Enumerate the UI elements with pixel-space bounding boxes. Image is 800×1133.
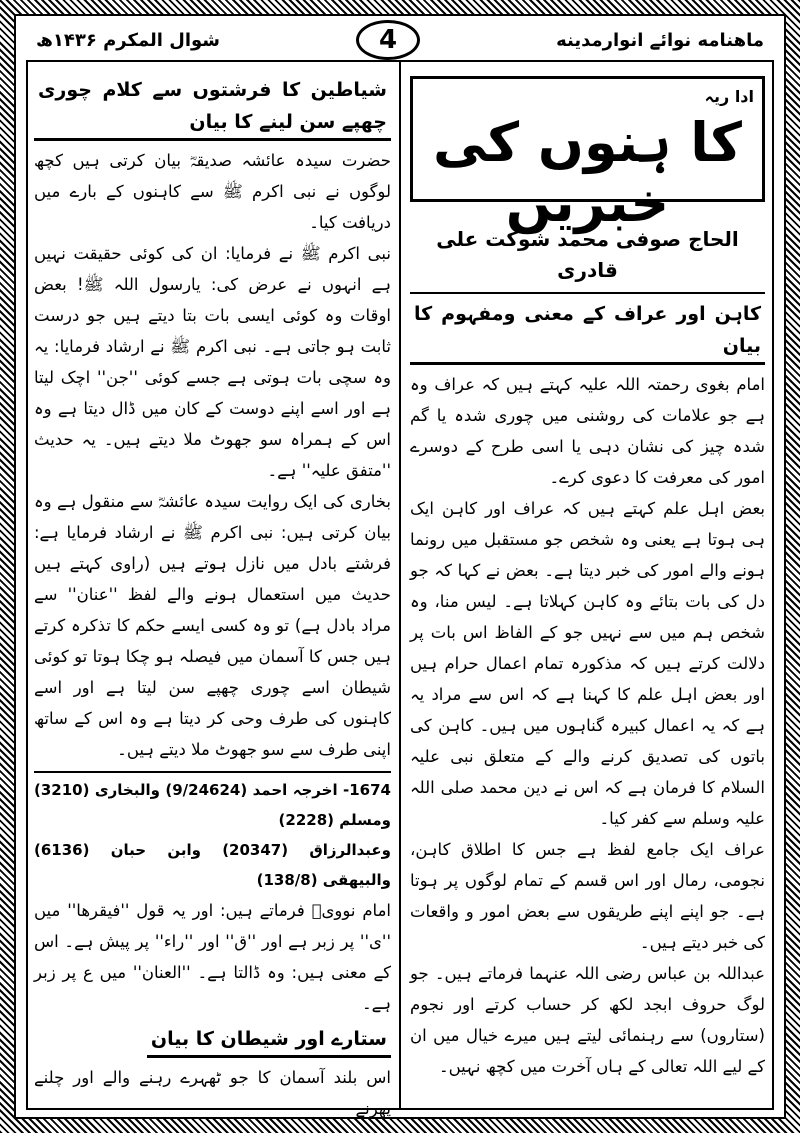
paragraph: امام بغوی رحمتہ اللہ علیہ کہتے ہیں کہ عراف وہ ہے جو علامات کی روشنی میں چوری شدہ یا گم شدہ چیز کی نشان دہی یا اسی طرح کے دوسرے امور کی معرفت کا دعوی کرے۔ xyxy=(410,375,765,487)
left-column xyxy=(34,70,391,1124)
paragraph: اس بلند آسمان کا جو ٹھہرے رہنے والے اور چلنے پھرنے xyxy=(34,1068,391,1118)
paragraph: حضرت سیدہ عائشہ صدیقہؓ بیان کرتی ہیں کچھ لوگوں نے نبی اکرم ﷺ سے کاہنوں کے بارے میں دریافت کیا۔ xyxy=(34,151,391,232)
paragraph: بعض اہل علم کہتے ہیں کہ عراف اور کاہن ایک ہی ہوتا ہے یعنی وہ شخص جو مستقبل میں رونما ہونے والے امور کی خبر دیتا ہے۔ بعض نے کہا کہ جو دل کی بات بتائے وہ کاہن کہلاتا ہے۔ لیس منا، وہ شخص ہم میں سے نہیں جو کے الفاظ اس بات پر دلالت کرتے ہیں کہ مذکورہ تمام اعمال حرام ہیں اور بعض اہل علم کا کہنا ہے کہ اس سے مراد یہ ہے کہ یہ اعمال کبیرہ گناہوں میں ہیں۔ کاہن کی باتوں کی تصدیق کرنے والے کے متعلق نبی علیہ السلام کا فرمان ہے کہ اس نے دین محمد صلی اللہ علیہ وسلم سے کفر کیا۔ xyxy=(410,499,765,828)
page-header xyxy=(26,20,774,60)
paragraph: عبداللہ بن عباس رضی اللہ عنہما فرماتے ہیں۔ جو لوگ حروف ابجد لکھ کر حساب کرتے اور نجوم (ستاروں) سے رہنمائی لیتے ہیں میرے خیال میں ان کے لیے اللہ تعالی کے ہاں آخرت میں کچھ نہیں۔ xyxy=(410,964,765,1076)
column-divider xyxy=(399,60,401,1110)
right-column xyxy=(410,70,765,1082)
section-heading-kahin: کاہن اور عراف کے معنی ومفہوم کا بیان xyxy=(410,298,765,365)
issue-date: شوال المکرم ۱۴۳۶ھ xyxy=(36,29,221,51)
note-paragraph: امام نوویؒ فرماتے ہیں: اور یہ قول ''فیقرھا'' میں ''ی'' پر زبر ہے اور ''ق'' اور ''راء'' پر پیش ہے۔ اس کے معنی ہیں: وہ ڈالتا ہے۔ ''العنان'' میں ع پر زبر ہے۔ xyxy=(34,901,391,1013)
paragraph: بخاری کی ایک روایت سیدہ عائشہؓ سے منقول ہے وہ بیان کرتی ہیں: نبی اکرم ﷺ نے ارشاد فرمایا ہے: فرشتے بادل میں نازل ہوتے ہیں (راوی کہتے ہیں حدیث میں استعمال ہونے والے لفظ ''عنان'' سے مراد بادل ہے) تو وہ کسی ایسے حکم کا تذکرہ کرتے ہیں جس کا آسمان میں فیصلہ ہو چکا ہوتا تو کوئی شیطان اسے چوری چھپے سن لیتا ہے اور اسے کاہنوں کی طرف وحی کر دیتا ہے وہ اس کے ساتھ اپنی طرف سے سو جھوٹ ملا دیتے ہیں۔ xyxy=(34,492,391,759)
author-name: الحاج صوفی محمد شوکت علی قادری xyxy=(410,224,765,294)
section-heading-stars: ستارے اور شیطان کا بیان xyxy=(147,1023,391,1058)
paragraph: نبی اکرم ﷺ نے فرمایا: ان کی کوئی حقیقت نہیں ہے انہوں نے عرض کی: یارسول اللہ ﷺ! بعض اوقات وہ کوئی ایسی بات بتا دیتے ہیں جو درست ثابت ہو جاتی ہے۔ نبی اکرم ﷺ نے ارشاد فرمایا: یہ وہ سچی بات ہوتی ہے جسے کوئی ''جن'' اچک لیتا ہے اور اسے اپنے دوست کے کان میں ڈال دیتا ہے وہ اس کے ہمراہ سو جھوٹ ملا دیتے ہیں۔ یہ حدیث ''متفق علیہ'' ہے۔ xyxy=(34,244,391,480)
section-heading-shayateen: شیاطین کا فرشتوں سے کلام چوری چھپے سن لینے کا بیان xyxy=(34,74,391,141)
editorial-label: ادا ریہ xyxy=(704,87,754,106)
page-number: 4 xyxy=(356,20,420,60)
magazine-title: ماهنامه نوائے انوارمدینه xyxy=(556,29,764,51)
paragraph: عراف ایک جامع لفظ ہے جس کا اطلاق کاہن، نجومی، رمال اور اس قسم کے تمام لوگوں پر ہوتا ہے۔ جو اپنے اپنے طریقوں سے بعض امور و واقعات کی خبر دیتے ہیں۔ xyxy=(410,840,765,952)
reference-line: وعبدالرزاق (20347) وابن حبان (6136) والبیھقی (138/8) xyxy=(34,841,391,889)
reference-line: 1674- اخرجہ احمد (9/24624) والبخاری (3210) ومسلم (2228) xyxy=(34,781,391,829)
editorial-box xyxy=(410,76,765,234)
references xyxy=(34,771,391,895)
editorial-title: کا ہنوں کی خبریں xyxy=(433,111,742,234)
